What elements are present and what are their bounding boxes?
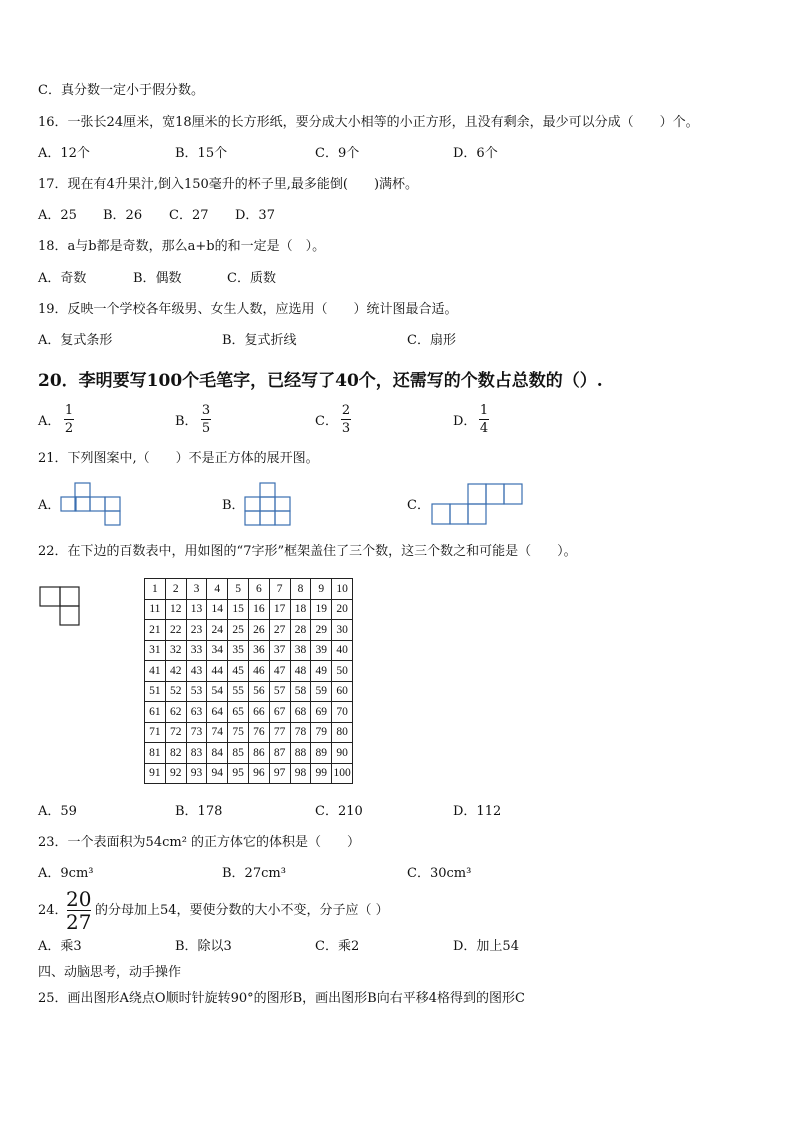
table-cell: 99	[311, 763, 332, 784]
table-cell: 12	[165, 599, 186, 620]
q23-text: 23．一个表面积为54cm² 的正方体它的体积是（ ）	[38, 835, 361, 850]
table-cell: 79	[311, 722, 332, 743]
table-cell: 98	[290, 763, 311, 784]
q17-option-a[interactable]: A．25	[38, 208, 77, 223]
table-cell: 78	[290, 722, 311, 743]
table-cell: 34	[207, 640, 228, 661]
q20-option-a-fraction	[64, 403, 74, 436]
table-cell: 6	[248, 579, 269, 600]
q24-option-a[interactable]: A．乘3	[38, 939, 82, 954]
q20-option-b-label[interactable]: B．	[175, 414, 198, 429]
q16-text: 16．一张长24厘米，宽18厘米的长方形纸，要分成大小相等的小正方形，且没有剩余，最少可以分成（ ）个。	[38, 115, 699, 130]
table-cell: 52	[165, 681, 186, 702]
q20-option-d-label[interactable]: D．	[453, 414, 477, 429]
q17-option-c[interactable]: C．27	[169, 208, 209, 223]
table-cell: 80	[332, 722, 353, 743]
table-cell: 38	[290, 640, 311, 661]
q22-option-a[interactable]: A．59	[38, 804, 77, 819]
q19-option-c[interactable]: C．扇形	[407, 333, 456, 348]
table-cell: 45	[228, 661, 249, 682]
table-row	[145, 743, 353, 764]
table-cell: 46	[248, 661, 269, 682]
q16-option-d[interactable]: D．6个	[453, 146, 498, 161]
q22-option-b[interactable]: B．178	[175, 804, 223, 819]
denominator: 3	[341, 421, 351, 436]
table-cell: 92	[165, 763, 186, 784]
table-row	[145, 661, 353, 682]
table-cell: 27	[269, 620, 290, 641]
q25-text: 25．画出图形A绕点O顺时针旋转90°的图形B，画出图形B向右平移4格得到的图形C	[38, 991, 525, 1006]
table-cell: 74	[207, 722, 228, 743]
hundred-number-table	[144, 578, 353, 784]
table-row	[145, 620, 353, 641]
table-cell: 50	[332, 661, 353, 682]
q20-option-d-fraction	[479, 403, 489, 436]
table-row	[145, 579, 353, 600]
table-cell: 13	[186, 599, 207, 620]
table-cell: 87	[269, 743, 290, 764]
q15-option-c: C．真分数一定小于假分数。	[38, 83, 204, 98]
table-cell: 41	[145, 661, 166, 682]
table-cell: 53	[186, 681, 207, 702]
table-cell: 7	[269, 579, 290, 600]
table-cell: 68	[290, 702, 311, 723]
table-cell: 28	[290, 620, 311, 641]
table-cell: 65	[228, 702, 249, 723]
table-cell: 23	[186, 620, 207, 641]
q20-option-a-label[interactable]: A．	[38, 414, 61, 429]
q22-option-d[interactable]: D．112	[453, 804, 502, 819]
table-cell: 70	[332, 702, 353, 723]
table-cell: 8	[290, 579, 311, 600]
table-cell: 22	[165, 620, 186, 641]
table-cell: 21	[145, 620, 166, 641]
table-cell: 89	[311, 743, 332, 764]
table-cell: 85	[228, 743, 249, 764]
q24-option-d[interactable]: D．加上54	[453, 939, 519, 954]
q21-option-b-label[interactable]: B．	[222, 498, 245, 513]
table-cell: 61	[145, 702, 166, 723]
table-cell: 97	[269, 763, 290, 784]
denominator: 27	[66, 910, 92, 934]
table-cell: 24	[207, 620, 228, 641]
table-cell: 71	[145, 722, 166, 743]
table-cell: 36	[248, 640, 269, 661]
table-cell: 2	[165, 579, 186, 600]
q24-fraction	[66, 889, 91, 932]
q22-text: 22．在下边的百数表中，用如图的“7字形”框架盖住了三个数，这三个数之和可能是（ ）。	[38, 544, 577, 559]
table-cell: 30	[332, 620, 353, 641]
table-cell: 33	[186, 640, 207, 661]
table-cell: 44	[207, 661, 228, 682]
denominator: 5	[201, 421, 211, 436]
table-cell: 82	[165, 743, 186, 764]
denominator: 2	[64, 421, 74, 436]
table-cell: 37	[269, 640, 290, 661]
table-cell: 58	[290, 681, 311, 702]
table-cell: 69	[311, 702, 332, 723]
q16-option-c[interactable]: C．9个	[315, 146, 360, 161]
q21-option-c-label[interactable]: C．	[407, 498, 430, 513]
table-cell: 4	[207, 579, 228, 600]
q20-option-c-label[interactable]: C．	[315, 414, 338, 429]
table-cell: 56	[248, 681, 269, 702]
cube-net-a-figure	[60, 482, 124, 528]
table-cell: 77	[269, 722, 290, 743]
table-cell: 95	[228, 763, 249, 784]
q18-text: 18．a与b都是奇数，那么a+b的和一定是（ ）。	[38, 239, 326, 254]
table-cell: 66	[248, 702, 269, 723]
table-cell: 40	[332, 640, 353, 661]
table-cell: 81	[145, 743, 166, 764]
q19-text: 19．反映一个学校各年级男、女生人数，应选用（ ）统计图最合适。	[38, 302, 458, 317]
q18-option-a[interactable]: A．奇数	[38, 271, 87, 286]
q19-option-a[interactable]: A．复式条形	[38, 333, 113, 348]
seven-shape-frame-figure	[39, 586, 81, 628]
table-cell: 64	[207, 702, 228, 723]
table-cell: 57	[269, 681, 290, 702]
table-cell: 39	[311, 640, 332, 661]
numerator: 2	[341, 403, 351, 418]
denominator: 4	[479, 421, 489, 436]
table-cell: 49	[311, 661, 332, 682]
table-cell: 1	[145, 579, 166, 600]
table-cell: 60	[332, 681, 353, 702]
q24-option-c[interactable]: C．乘2	[315, 939, 360, 954]
q21-text: 21．下列图案中,（ ）不是正方体的展开图。	[38, 451, 319, 466]
table-row	[145, 599, 353, 620]
table-cell: 20	[332, 599, 353, 620]
table-cell: 54	[207, 681, 228, 702]
table-cell: 32	[165, 640, 186, 661]
table-cell: 90	[332, 743, 353, 764]
table-cell: 86	[248, 743, 269, 764]
q23-option-c[interactable]: C．30cm³	[407, 866, 472, 881]
table-cell: 93	[186, 763, 207, 784]
table-cell: 55	[228, 681, 249, 702]
table-cell: 48	[290, 661, 311, 682]
table-cell: 11	[145, 599, 166, 620]
q21-option-a-label[interactable]: A．	[38, 498, 61, 513]
table-row	[145, 702, 353, 723]
table-cell: 29	[311, 620, 332, 641]
table-cell: 88	[290, 743, 311, 764]
q24-number: 24．	[38, 903, 68, 918]
table-cell: 5	[228, 579, 249, 600]
table-cell: 62	[165, 702, 186, 723]
table-cell: 15	[228, 599, 249, 620]
table-cell: 96	[248, 763, 269, 784]
table-cell: 94	[207, 763, 228, 784]
table-cell: 83	[186, 743, 207, 764]
q18-option-b[interactable]: B．偶数	[133, 271, 182, 286]
numerator: 1	[479, 403, 489, 418]
table-cell: 17	[269, 599, 290, 620]
table-cell: 84	[207, 743, 228, 764]
table-cell: 31	[145, 640, 166, 661]
table-cell: 51	[145, 681, 166, 702]
table-cell: 42	[165, 661, 186, 682]
table-row	[145, 763, 353, 784]
cube-net-c-figure	[430, 482, 524, 528]
table-cell: 100	[332, 763, 353, 784]
section-4-heading: 四、动脑思考，动手操作	[38, 965, 182, 980]
q20-option-b-fraction	[201, 403, 211, 436]
table-cell: 75	[228, 722, 249, 743]
table-cell: 76	[248, 722, 269, 743]
q19-option-b[interactable]: B．复式折线	[222, 333, 297, 348]
table-cell: 9	[311, 579, 332, 600]
q20-option-c-fraction	[341, 403, 351, 436]
q22-option-c[interactable]: C．210	[315, 804, 363, 819]
q17-text: 17．现在有4升果汁,倒入150毫升的杯子里,最多能倒( )满杯。	[38, 177, 419, 192]
numerator: 20	[66, 887, 92, 911]
table-cell: 63	[186, 702, 207, 723]
table-row	[145, 681, 353, 702]
table-cell: 73	[186, 722, 207, 743]
table-cell: 10	[332, 579, 353, 600]
table-cell: 25	[228, 620, 249, 641]
q23-option-b[interactable]: B．27cm³	[222, 866, 286, 881]
table-cell: 26	[248, 620, 269, 641]
table-cell: 72	[165, 722, 186, 743]
table-cell: 43	[186, 661, 207, 682]
q16-option-b[interactable]: B．15个	[175, 146, 228, 161]
q17-option-b[interactable]: B．26	[103, 208, 143, 223]
numerator: 1	[64, 403, 74, 418]
q20-text: 20．李明要写100个毛笔字，已经写了40个，还需写的个数占总数的（）.	[38, 371, 603, 391]
table-cell: 67	[269, 702, 290, 723]
q23-option-a[interactable]: A．9cm³	[38, 866, 94, 881]
table-cell: 18	[290, 599, 311, 620]
table-row	[145, 640, 353, 661]
q24-text: 的分母加上54，要使分数的大小不变，分子应（ ）	[95, 903, 389, 918]
table-cell: 59	[311, 681, 332, 702]
numerator: 3	[201, 403, 211, 418]
cube-net-b-figure	[244, 482, 294, 528]
q16-option-a[interactable]: A．12个	[38, 146, 90, 161]
table-cell: 47	[269, 661, 290, 682]
table-cell: 19	[311, 599, 332, 620]
q24-option-b[interactable]: B．除以3	[175, 939, 232, 954]
table-cell: 14	[207, 599, 228, 620]
table-row	[145, 722, 353, 743]
table-cell: 3	[186, 579, 207, 600]
table-cell: 16	[248, 599, 269, 620]
q17-option-d[interactable]: D．37	[235, 208, 275, 223]
q18-option-c[interactable]: C．质数	[227, 271, 276, 286]
table-cell: 91	[145, 763, 166, 784]
table-cell: 35	[228, 640, 249, 661]
